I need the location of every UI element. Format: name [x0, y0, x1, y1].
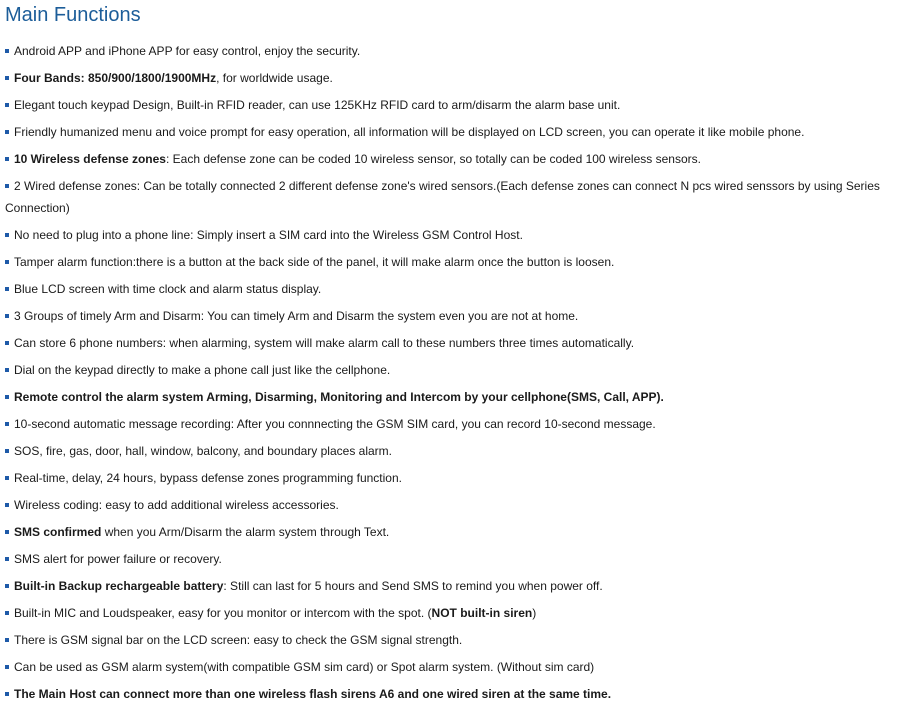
- square-bullet-icon: [5, 503, 9, 507]
- feature-list: [5, 40, 905, 710]
- list-item: [5, 251, 905, 273]
- square-bullet-icon: [5, 157, 9, 161]
- item-text: 2 Wired defense zones: Can be totally connected 2 different defense zone's wired sensors.(Each defense zones can connect N pcs wired senssors by using Series Connection): [5, 179, 880, 215]
- item-text: Real-time, delay, 24 hours, bypass defense zones programming function.: [14, 471, 402, 485]
- square-bullet-icon: [5, 449, 9, 453]
- list-item: [5, 305, 905, 327]
- item-text: No need to plug into a phone line: Simply insert a SIM card into the Wireless GSM Control Host.: [14, 228, 523, 242]
- item-text: Dial on the keypad directly to make a phone call just like the cellphone.: [14, 363, 391, 377]
- item-text: There is GSM signal bar on the LCD screen: easy to check the GSM signal strength.: [14, 633, 463, 647]
- item-text: SOS, fire, gas, door, hall, window, balcony, and boundary places alarm.: [14, 444, 392, 458]
- list-item: [5, 413, 905, 435]
- square-bullet-icon: [5, 692, 9, 696]
- square-bullet-icon: [5, 287, 9, 291]
- list-item: [5, 224, 905, 246]
- list-item: [5, 148, 905, 170]
- square-bullet-icon: [5, 314, 9, 318]
- item-text: 3 Groups of timely Arm and Disarm: You can timely Arm and Disarm the system even you are not at home.: [14, 309, 579, 323]
- square-bullet-icon: [5, 638, 9, 642]
- item-text: Elegant touch keypad Design, Built-in RFID reader, can use 125KHz RFID card to arm/disarm the alarm base unit.: [14, 98, 621, 112]
- list-item: [5, 467, 905, 489]
- item-text: Friendly humanized menu and voice prompt for easy operation, all information will be displayed on LCD screen, you can operate it like mobile phone.: [14, 125, 805, 139]
- square-bullet-icon: [5, 49, 9, 53]
- list-item: [5, 521, 905, 543]
- list-item: [5, 575, 905, 597]
- list-item: [5, 332, 905, 354]
- item-text: 10-second automatic message recording: After you connnecting the GSM SIM card, you can record 10-second message.: [14, 417, 656, 431]
- square-bullet-icon: [5, 530, 9, 534]
- item-text: Blue LCD screen with time clock and alarm status display.: [14, 282, 322, 296]
- list-item: [5, 278, 905, 300]
- square-bullet-icon: [5, 341, 9, 345]
- item-bold: Built-in Backup rechargeable battery: [14, 579, 224, 593]
- list-item: [5, 683, 905, 705]
- item-bold-inline: NOT built-in siren: [431, 606, 533, 620]
- item-bold: The Main Host can connect more than one wireless flash sirens A6 and one wired siren at the same time.: [14, 687, 612, 701]
- item-bold: Four Bands: 850/900/1800/1900MHz: [14, 71, 217, 85]
- square-bullet-icon: [5, 476, 9, 480]
- item-bold: SMS confirmed: [14, 525, 102, 539]
- list-item: [5, 67, 905, 89]
- square-bullet-icon: [5, 395, 9, 399]
- square-bullet-icon: [5, 584, 9, 588]
- item-bold: 10 Wireless defense zones: [14, 152, 166, 166]
- square-bullet-icon: [5, 422, 9, 426]
- list-item: [5, 175, 905, 219]
- square-bullet-icon: [5, 103, 9, 107]
- square-bullet-icon: [5, 184, 9, 188]
- square-bullet-icon: [5, 130, 9, 134]
- list-item: [5, 656, 905, 678]
- square-bullet-icon: [5, 76, 9, 80]
- page-title: Main Functions: [5, 4, 141, 26]
- item-text: Can be used as GSM alarm system(with compatible GSM sim card) or Spot alarm system. (Without sim card): [14, 660, 595, 674]
- item-text-tail: ): [532, 606, 537, 620]
- item-text: : Still can last for 5 hours and Send SMS to remind you when power off.: [223, 579, 603, 593]
- list-item: [5, 602, 905, 624]
- item-text: Tamper alarm function:there is a button at the back side of the panel, it will make alarm once the button is loosen.: [14, 255, 615, 269]
- item-text: Wireless coding: easy to add additional wireless accessories.: [14, 498, 339, 512]
- square-bullet-icon: [5, 611, 9, 615]
- item-text: when you Arm/Disarm the alarm system through Text.: [101, 525, 390, 539]
- item-text: , for worldwide usage.: [216, 71, 333, 85]
- square-bullet-icon: [5, 260, 9, 264]
- list-item: [5, 494, 905, 516]
- list-item: [5, 359, 905, 381]
- list-item: [5, 121, 905, 143]
- list-item: [5, 548, 905, 570]
- item-text: SMS alert for power failure or recovery.: [14, 552, 222, 566]
- square-bullet-icon: [5, 665, 9, 669]
- item-text: Can store 6 phone numbers: when alarming, system will make alarm call to these numbers three times automatically.: [14, 336, 635, 350]
- list-item: [5, 440, 905, 462]
- list-item: [5, 40, 905, 62]
- item-text: Android APP and iPhone APP for easy control, enjoy the security.: [14, 44, 361, 58]
- list-item: [5, 94, 905, 116]
- list-item: [5, 629, 905, 651]
- item-text: Built-in MIC and Loudspeaker, easy for you monitor or intercom with the spot. (: [14, 606, 432, 620]
- item-bold: Remote control the alarm system Arming, Disarming, Monitoring and Intercom by your cellphone(SMS, Call, APP).: [14, 390, 664, 404]
- square-bullet-icon: [5, 233, 9, 237]
- item-text: : Each defense zone can be coded 10 wireless sensor, so totally can be coded 100 wireless sensors.: [165, 152, 701, 166]
- square-bullet-icon: [5, 368, 9, 372]
- square-bullet-icon: [5, 557, 9, 561]
- list-item: [5, 386, 905, 408]
